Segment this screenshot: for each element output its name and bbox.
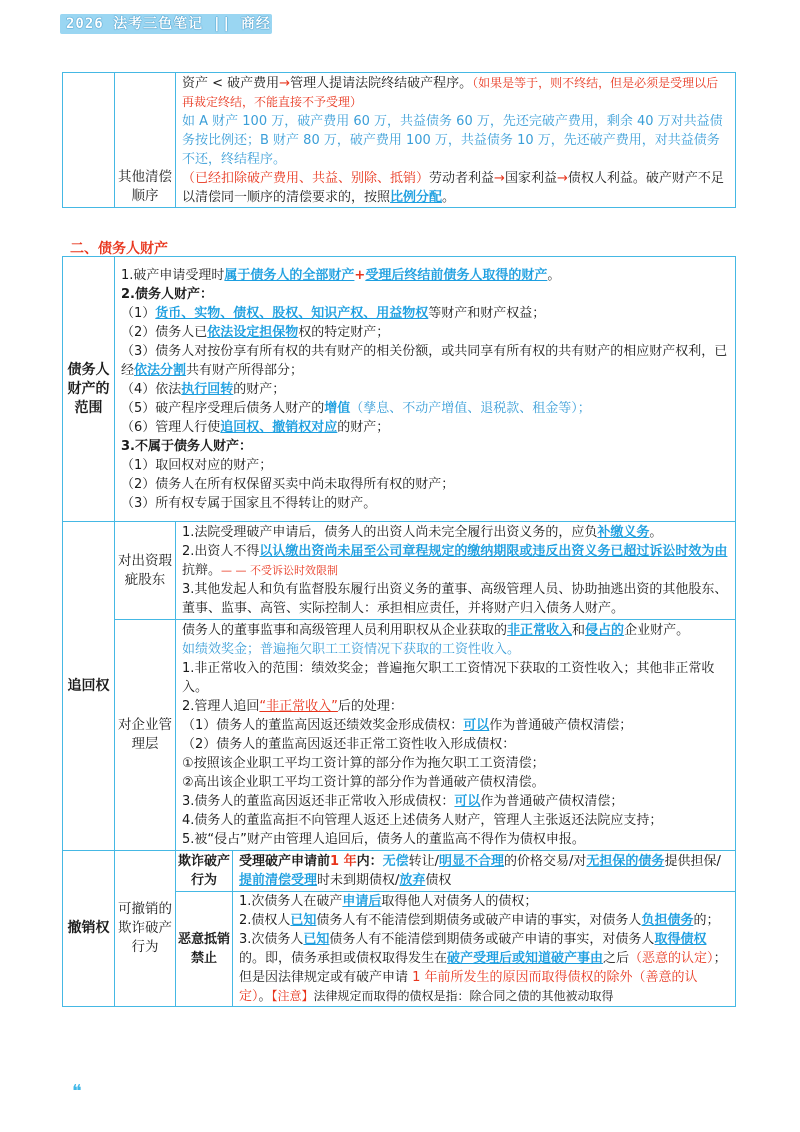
line-1 [182, 74, 729, 112]
repayment-order-label: 其他清偿顺序 [115, 73, 176, 208]
revoke-inner-table [176, 851, 735, 1006]
scope-i6: （6）管理人行使追回权、撤销权对应的财产； [121, 419, 390, 435]
scope-i4: （4）依法执行回转的财产； [121, 381, 286, 397]
arrow-icon: → [556, 170, 568, 186]
scope-i2: （2）债务人已依法设定担保物权的特定财产； [121, 324, 390, 340]
ban-3: 3.次债务人已知债务人有不能清偿到期债务或破产申请的事实，对债务人取得债权的。即，债务承担或债权取得发生在破产受理后或知道破产事由之后（恶意的认定）；但是因法律规定或有破产申请 1 年前所发生的原因而取得债权的除外（善意的认定）。【注意】法律规定而取得的债权是指：除合同之债的其他被动取得 [239, 932, 727, 1004]
example-text: 如 A 财产 100 万，破产费用 60 万，共益债务 60 万，先还完破产费用，剩余 40 万对共益债务按比例还；B 财产 80 万，破产费用 100 万，共益债务 10 万，先还破产费用，对共益债务不还，终结程序。 [182, 113, 723, 167]
scope-n1: （1）取回权对应的财产； [121, 457, 273, 473]
management-content [176, 620, 736, 851]
sh-1: 1.法院受理破产申请后，债务人的出资人尚未完全履行出资义务的，应负补缴义务。 [182, 525, 663, 540]
revoke-content [176, 851, 736, 1007]
header-banner [60, 14, 272, 34]
line-3 [182, 169, 729, 207]
revoke-label: 撤销权 [63, 851, 115, 1007]
scope-i1: （1）货币、实物、债权、股权、知识产权、用益物权等财产和财产权益； [121, 305, 546, 321]
scope-i3: （3）债务人对按份享有所有权的共有财产的相关份额，或共同享有所有权的共有财产的相应财产权利，已经依法分割共有财产所得部分； [121, 343, 728, 378]
repayment-order-table [62, 72, 736, 208]
quote-mark-icon: ❝ [72, 1081, 82, 1102]
scope-n3: （3）所有权专属于国家且不得转让的财产。 [121, 495, 377, 511]
sh-3: 3.其他发起人和负有监督股东履行出资义务的董事、高级管理人员、协助抽逃出资的其他股东、董事、监事、高管、实际控制人：承担相应责任，并将财产归入债务人财产。 [182, 582, 728, 616]
scope-p3: 3.不属于债务人财产： [121, 438, 252, 454]
arrow-icon: → [279, 75, 291, 91]
highlight: 比例分配 [390, 189, 443, 205]
debtor-property-table [62, 256, 736, 1007]
ban-label: 恶意抵销禁止 [176, 892, 233, 1007]
mg-9: 5.被“侵占”财产由管理人追回后，债务人的董监高不得作为债权申报。 [182, 832, 585, 847]
mg-1: 1.非正常收入的范围：绩效奖金；普遍拖欠职工工资情况下获取的工资性收入；其他非正常收入。 [182, 661, 715, 695]
section-title: 二、债务人财产 [70, 241, 168, 257]
arrow-icon: → [494, 170, 505, 186]
mg-8: 4.债务人的董监高拒不向管理人返还上述债务人财产，管理人主张返还法院应支持； [182, 813, 663, 828]
sh-2: 2.出资人不得以认缴出资尚未届至公司章程规定的缴纳期限或违反出资义务已超过诉讼时效为由抗辩。— — 不受诉讼时效限制 [182, 544, 728, 578]
management-label: 对企业管理层 [115, 620, 176, 851]
fraud-label: 欺诈破产行为 [176, 851, 233, 892]
ban-content [233, 892, 736, 1007]
text-seg: 。 [442, 189, 456, 205]
mg-6: ②高出该企业职工平均工资计算的部分作为普通破产债权清偿。 [182, 775, 545, 790]
mg-4: （2）债务人的董监高因返还非正常工资性收入形成债权： [182, 737, 516, 752]
revoke-sub-label: 可撤销的欺诈破产行为 [115, 851, 176, 1007]
scope-p2: 2.债务人财产： [121, 286, 213, 302]
mg-example: 如绩效奖金；普遍拖欠职工工资情况下获取的工资性收入。 [182, 642, 521, 657]
mg-5: ①按照该企业职工平均工资计算的部分作为拖欠职工工资清偿； [182, 756, 545, 771]
repayment-order-content [176, 73, 736, 208]
text-seg: 债权人利益。破产财产不足以清偿同一顺序的清偿要求的，按照 [182, 170, 724, 205]
header-title: 2026 法考三色笔记 || 商经 [66, 16, 271, 32]
note-red: （已经扣除破产费用、共益、别除、抵销） [182, 170, 430, 186]
text-seg: 资产 < 破产费用 [182, 75, 280, 91]
mg-2: 2.管理人追回“非正常收入”后的处理： [182, 699, 403, 714]
scope-label: 债务人财产的范围 [63, 257, 115, 522]
shareholder-content [176, 522, 736, 620]
fraud-content: 受理破产申请前1 年内：无偿转让/明显不合理的价格交易/对无担保的债务提供担保/提前清偿受理时未到期债权/放弃债权 [233, 851, 736, 892]
text-seg: 国家利益 [504, 170, 557, 186]
ban-1: 1.次债务人在破产申请后取得他人对债务人的债权； [239, 894, 538, 909]
scope-p1: 1.破产申请受理时属于债务人的全部财产+受理后终结前债务人取得的财产。 [121, 267, 561, 283]
note-red: （如果是等于，则不终结，但是必须是受理以后再裁定终结，不能直接不予受理） [182, 75, 719, 109]
text-seg: 劳动者利益 [429, 170, 495, 186]
mg-3: （1）债务人的董监高因返还绩效奖金形成债权：可以作为普通破产债权清偿； [182, 718, 633, 733]
ban-2: 2.债权人已知债务人有不能清偿到期债务或破产申请的事实，对债务人负担债务的； [239, 913, 720, 928]
mg-7: 3.债务人的董监高因返还非正常收入形成债权：可以作为普通破产债权清偿； [182, 794, 624, 809]
scope-n2: （2）债务人在所有权保留买卖中尚未取得所有权的财产； [121, 476, 455, 492]
recover-label: 追回权 [63, 522, 115, 851]
mg-0: 债务人的董事监事和高级管理人员利用职权从企业获取的非正常收入和侵占的企业财产。 [182, 623, 690, 638]
empty-label-cell [63, 73, 115, 208]
scope-i5: （5）破产程序受理后债务人财产的增值（孳息、不动产增值、退税款、租金等）； [121, 400, 591, 416]
shareholder-label: 对出资瑕疵股东 [115, 522, 176, 620]
text-seg: 管理人提请法院终结破产程序。 [290, 75, 473, 91]
scope-content [115, 257, 736, 522]
